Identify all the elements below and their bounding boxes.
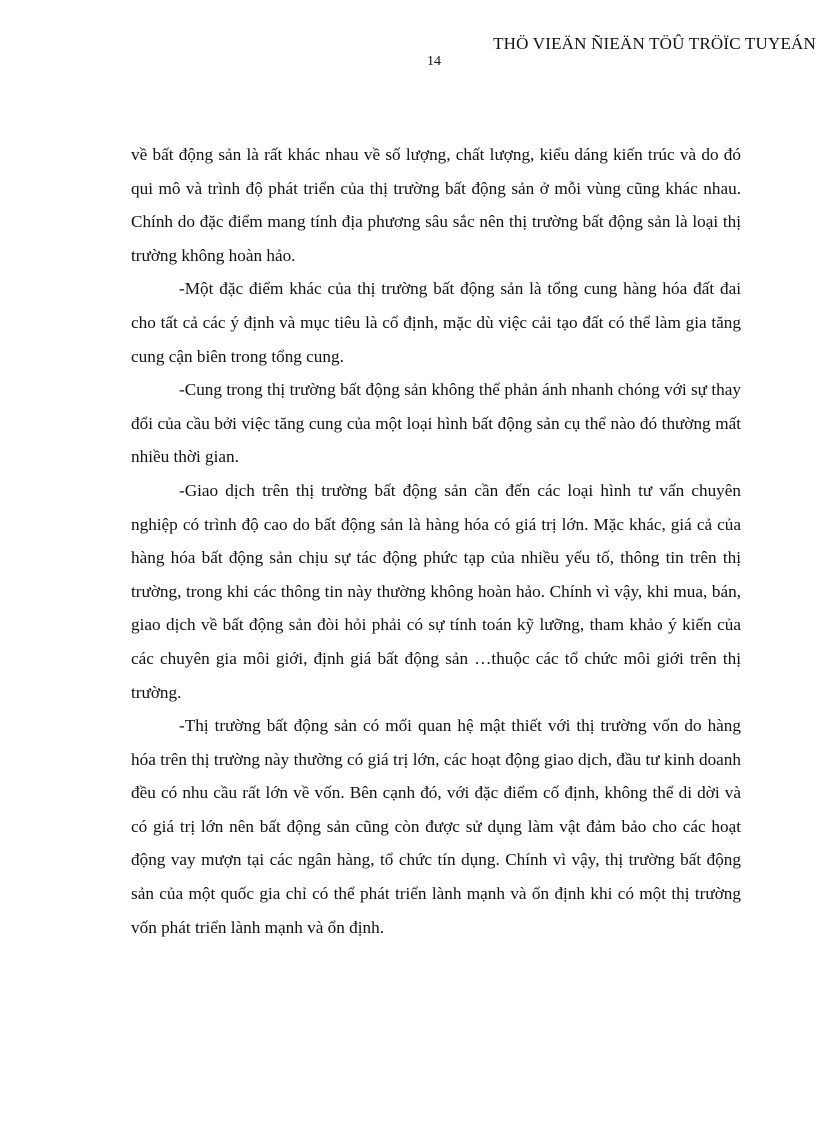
paragraph-land-supply: -Một đặc điểm khác của thị trường bất động sản là tổng cung hàng hóa đất đai cho tất cả các ý định và mục tiêu là cố định, mặc dù việc cải tạo đất có thể làm gia tăng cung cận biên trong tổng cung. bbox=[131, 279, 741, 366]
page-number: 14 bbox=[427, 54, 441, 69]
paragraph-supply-response: -Cung trong thị trường bất động sản không thể phản ánh nhanh chóng với sự thay đổi của cầu bởi việc tăng cung của một loại hình bất động sản cụ thể nào đó thường mất nhiều thời gian. bbox=[131, 380, 741, 467]
document-body bbox=[131, 138, 741, 944]
paragraph-transactions: -Giao dịch trên thị trường bất động sản cần đến các loại hình tư vấn chuyên nghiệp có trình độ cao do bất động sản là hàng hóa có giá trị lớn. Mặc khác, giá cả của hàng hóa bất động sản chịu sự tác động phức tạp của nhiều yếu tố, thông tin trên thị trường, trong khi các thông tin này thường không hoàn hảo. Chính vì vậy, khi mua, bán, giao dịch về bất động sản đòi hỏi phải có sự tính toán kỹ lưỡng, tham khảo ý kiến của các chuyên gia môi giới, định giá bất động sản …thuộc các tổ chức môi giới trên thị trường. bbox=[131, 480, 741, 702]
header-title: THÖ VIEÄN ÑIEÄN TÖÛ TRÖÏC TUYEÁN bbox=[493, 34, 816, 53]
paragraph-capital-market: -Thị trường bất động sản có mối quan hệ mật thiết với thị trường vốn do hàng hóa trên thị trường này thường có giá trị lớn, các hoạt động giao dịch, đầu tư kinh doanh đều có nhu cầu rất lớn về vốn. Bên cạnh đó, với đặc điểm cố định, không thể di dời và có giá trị lớn nên bất động sản cũng còn được sử dụng làm vật đảm bảo cho các hoạt động vay mượn tại các ngân hàng, tổ chức tín dụng. Chính vì vậy, thị trường bất động sản của một quốc gia chỉ có thể phát triển lành mạnh và ổn định khi có một thị trường vốn phát triển lành mạnh và ổn định. bbox=[131, 716, 741, 937]
paragraph-continuation: về bất động sản là rất khác nhau về số lượng, chất lượng, kiểu dáng kiến trúc và do đó qui mô và trình độ phát triển của thị trường bất động sản ở mỗi vùng cũng khác nhau. Chính do đặc điểm mang tính địa phương sâu sắc nên thị trường bất động sản là loại thị trường không hoàn hảo. bbox=[131, 145, 741, 265]
